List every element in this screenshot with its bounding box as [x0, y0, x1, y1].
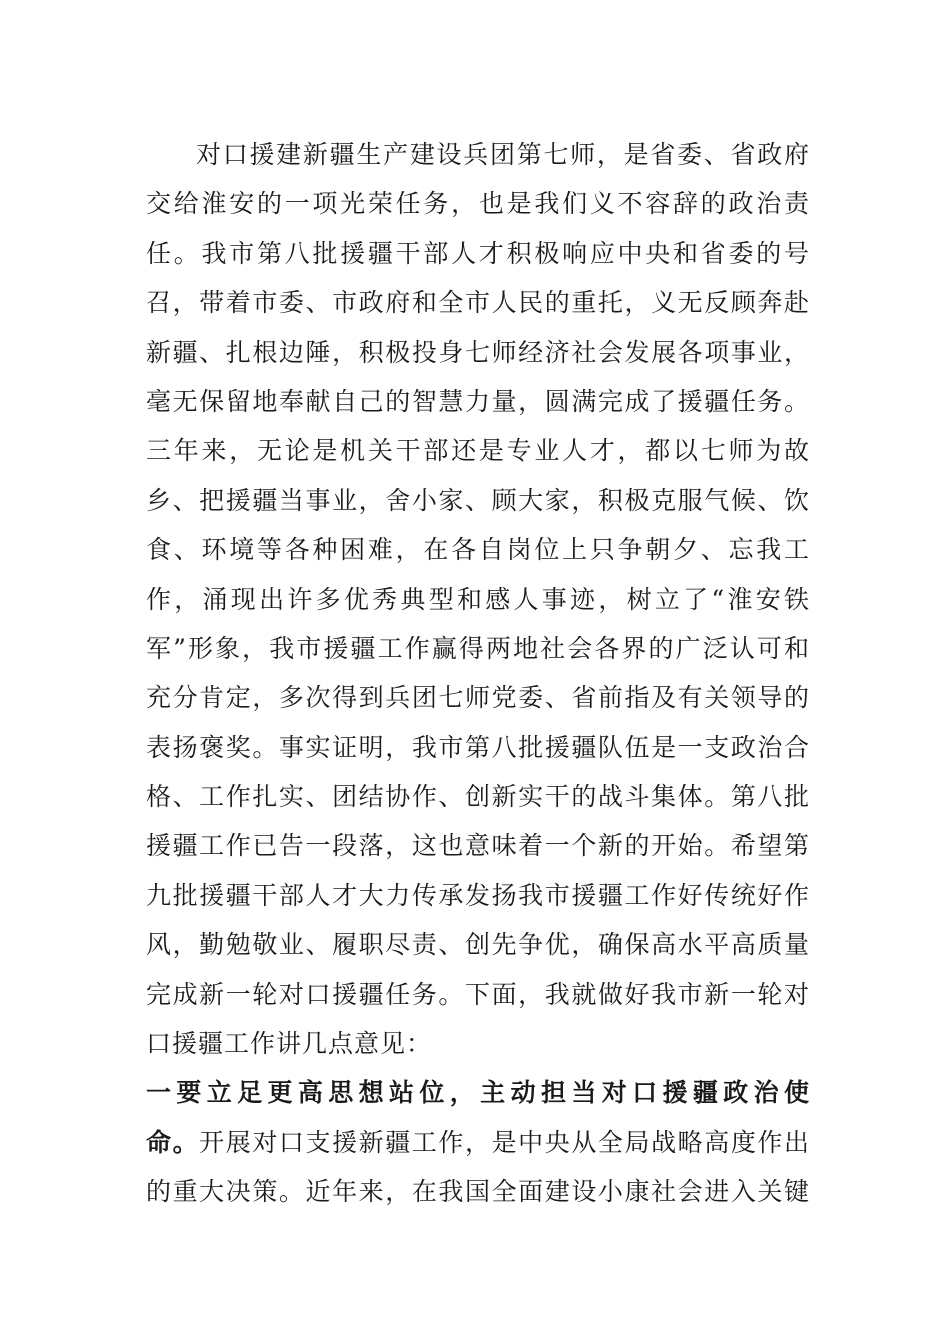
paragraph-line: 毫无保留地奉献自己的智慧力量，圆满完成了援疆任务。	[146, 386, 810, 416]
paragraph-line	[146, 1118, 810, 1167]
section-heading-end: 命。	[146, 1127, 200, 1157]
paragraph-line: 交给淮安的一项光荣任务，也是我们义不容辞的政治责	[146, 189, 810, 219]
paragraph-line: 对口援建新疆生产建设兵团第七师，是省委、省政府	[196, 140, 810, 169]
document-body	[146, 130, 810, 1217]
paragraph-line: 乡、把援疆当事业，舍小家、顾大家，积极克服气候、饮	[146, 485, 810, 515]
paragraph-line: 表扬褒奖。事实证明，我市第八批援疆队伍是一支政治合	[146, 732, 810, 762]
paragraph-line: 作，涌现出许多优秀典型和感人事迹，树立了“淮安铁	[146, 584, 810, 614]
paragraph-line: 完成新一轮对口援疆任务。下面，我就做好我市新一轮对	[146, 979, 810, 1009]
paragraph-line: 九批援疆干部人才大力传承发扬我市援疆工作好传统好作	[146, 880, 810, 910]
paragraph-line: 军”形象，我市援疆工作赢得两地社会各界的广泛认可和	[146, 633, 810, 663]
section-heading: 一要立足更高思想站位，主动担当对口援疆政治使	[146, 1078, 810, 1108]
paragraph-line: 食、环境等各种困难，在各自岗位上只争朝夕、忘我工	[146, 535, 810, 565]
paragraph-line: 的重大决策。近年来，在我国全面建设小康社会进入关键	[146, 1177, 810, 1207]
paragraph-line: 口援疆工作讲几点意见：	[146, 1029, 433, 1059]
paragraph-line: 召，带着市委、市政府和全市人民的重托，义无反顾奔赴	[146, 288, 810, 318]
paragraph-line: 风，勤勉敬业、履职尽责、创先争优，确保高水平高质量	[146, 930, 810, 960]
paragraph-text: 开展对口支援新疆工作，是中央从全局战略高度作出	[199, 1127, 810, 1157]
paragraph-line: 三年来，无论是机关干部还是专业人才，都以七师为故	[146, 436, 810, 466]
paragraph-line: 任。我市第八批援疆干部人才积极响应中央和省委的号	[146, 238, 810, 268]
paragraph-line: 格、工作扎实、团结协作、创新实干的战斗集体。第八批	[146, 782, 810, 812]
paragraph-line: 新疆、扎根边陲，积极投身七师经济社会发展各项事业，	[146, 337, 810, 367]
paragraph-line: 援疆工作已告一段落，这也意味着一个新的开始。希望第	[146, 831, 810, 861]
paragraph-line: 充分肯定，多次得到兵团七师党委、省前指及有关领导的	[146, 683, 810, 713]
